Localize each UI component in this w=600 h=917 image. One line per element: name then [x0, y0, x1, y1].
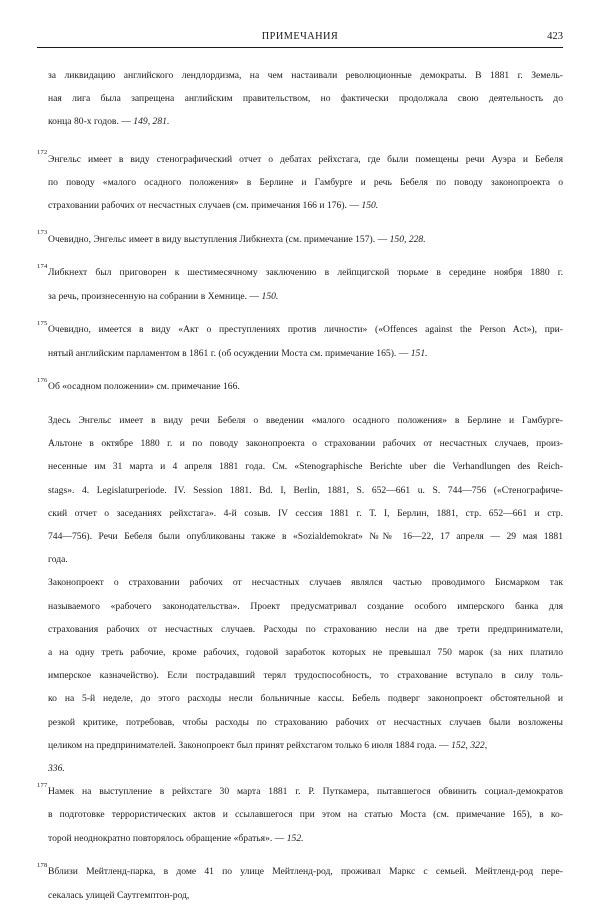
page-reference: 152, 322, [451, 739, 488, 751]
page-reference: 150. [261, 290, 279, 302]
text-run: целиком на предпринимателей. Законопроект был принят рейхстагом только 6 июля 1884 года. — [48, 739, 452, 751]
text-line: Здесь Энгельс имеет в виду речи Бебеля о введении «малого осадного положения» в Берлине и Гамбурге- [48, 414, 563, 426]
text-line: Намек на выступление в рейхстаге 30 марта 1881 г. Р. Путкамера, пытавшегося обвинить социал-демократов [48, 786, 563, 798]
text-line: Об «осадном положении» см. примечание 166. [48, 381, 240, 393]
page-reference: 150. [361, 200, 379, 212]
text-line: ная лига была запрещена английским правительством, но фактически продолжала свою деятельность до [48, 93, 563, 105]
text-run: страховании рабочих от несчастных случаев (см. примечания 166 и 176). — [48, 200, 362, 212]
text-line [48, 827, 563, 850]
text-line: имперское казначейство). Если пострадавший терял трудоспособность, то страхование вступало в силу толь- [48, 670, 563, 682]
notes-column [37, 64, 563, 917]
note-number: 177 [37, 781, 48, 789]
note-number: 175 [37, 319, 48, 327]
text-line: stags». 4. Legislaturperiode. IV. Session 1881. Bd. I, Berlin, 1881, S. 652—661 u. S. 744—756 («Стенографиче- [48, 484, 563, 496]
text-line: Энгельс имеет в виду стенографический отчет о дебатах рейхстага, где были помещены речи Ауэра и Бебеля [48, 153, 563, 165]
text-run: торой неоднократно повторялось обращение «братья». — [48, 832, 287, 844]
text-line [48, 757, 563, 780]
text-line: резкой критике, потребовав, чтобы расходы по страхованию рабочих от несчастных случаев были возложены [48, 716, 563, 728]
text-run: за речь, произнесенную на собрании в Хемнице. — [48, 290, 262, 302]
running-head [37, 30, 563, 50]
note-176-paragraph-2 [37, 571, 563, 780]
text-run: Очевидно, Энгельс имеет в виду выступления Либкнехта (см. примечание 157). — [48, 233, 390, 245]
page-title: ПРИМЕЧАНИЯ [261, 31, 339, 42]
text-line: а на одну треть рабочие, кроме рабочих, годовой заработок которых не превышал 750 марок (за них платило [48, 646, 563, 658]
text-line [48, 734, 563, 757]
note-entry [37, 228, 563, 251]
note-entry [37, 375, 563, 398]
page-number: 423 [547, 31, 563, 42]
page-reference: 150, 228. [389, 233, 426, 245]
text-line: года. [48, 554, 68, 566]
text-line [48, 228, 563, 251]
note-number: 173 [37, 229, 48, 237]
note-entry [37, 261, 563, 307]
page-reference: 149, 281. [133, 116, 170, 128]
text-line: ко на 5-й неделе, до этого расходы несли больничные кассы. Бебель подверг законопроект обстоятельной и [48, 693, 563, 705]
page-reference: 151. [410, 347, 428, 359]
text-line: по поводу «малого осадного положения» в Берлине и Гамбурге и речь Бебеля по поводу законопроекта о [48, 176, 563, 188]
text-line: несенные им 31 марта и 4 апреля 1881 года. См. «Stenographische Berichte uber die Verhandlungen des Reich- [48, 461, 563, 473]
text-line: за ликвидацию английского лендлордизма, на чем настаивали революционные демократы. В 1881 г. Земель- [48, 70, 563, 81]
note-number: 178 [37, 861, 48, 869]
text-line: Законопроект о страховании рабочих от несчастных случаев являлся частью проводимого Бисмарком так [48, 577, 563, 589]
continued-note [37, 64, 563, 134]
text-line: в подготовке террористических актов и ссылавшегося при этом на статью Моста (см. примечание 165), в ко- [48, 809, 563, 821]
text-line: Альтоне в октябре 1880 г. и по поводу законопроекта о страховании рабочих от несчастных случаев, произ- [48, 438, 563, 450]
note-entry [37, 780, 563, 850]
note-entry [37, 148, 563, 218]
text-line: Очевидно, имеется в виду «Акт о преступлениях против личности» («Offences against the Person Act»), при- [48, 324, 563, 336]
note-entry [37, 318, 563, 364]
text-line [48, 342, 563, 365]
text-line: Вблизи Мейтленд-парка, в доме 41 по улице Мейтленд-род, проживал Маркс с семьей. Мейтленд-род пере- [48, 866, 563, 878]
running-head-rule [37, 30, 563, 48]
text-run: нятый английским парламентом в 1861 г. (об осуждении Моста см. примечание 165). — [48, 347, 411, 359]
text-line [48, 110, 563, 133]
note-entry [37, 860, 563, 906]
page-reference-cont: 336. [48, 762, 65, 774]
text-line: страхования рабочих от несчастных случаев. Расходы по страхованию несли на две трети предприниматели, [48, 623, 563, 635]
text-line: Либкнехт был приговорен к шестимесячному заключению в лейпцигской тюрьме в середине ноября 1880 г. [48, 267, 563, 279]
note-number: 172 [37, 149, 48, 157]
text-line: 744—756). Речи Бебеля были опубликованы также в «Sozialdemokrat» №№ 16—22, 17 апреля — 29 мая 1881 [48, 530, 563, 542]
text-line: секалась улицей Саутгемптон-род, [48, 889, 190, 901]
note-176-paragraph-1 [37, 409, 563, 571]
text-line [48, 285, 563, 308]
text-line [48, 194, 563, 217]
note-number: 176 [37, 376, 48, 384]
page-reference: 152. [286, 832, 304, 844]
note-number: 174 [37, 262, 48, 270]
text-line: ский отчет о заседаниях рейхстага». 4-й созыв. IV сессия 1881 г. Т. I, Берлин, 1881, стр. 652—661 и стр. [48, 507, 563, 519]
text-run: конца 80-х годов. — [48, 116, 134, 128]
text-line: называемого «рабочего законодательства». Проект предусматривал создание особого имперского банка для [48, 600, 563, 612]
